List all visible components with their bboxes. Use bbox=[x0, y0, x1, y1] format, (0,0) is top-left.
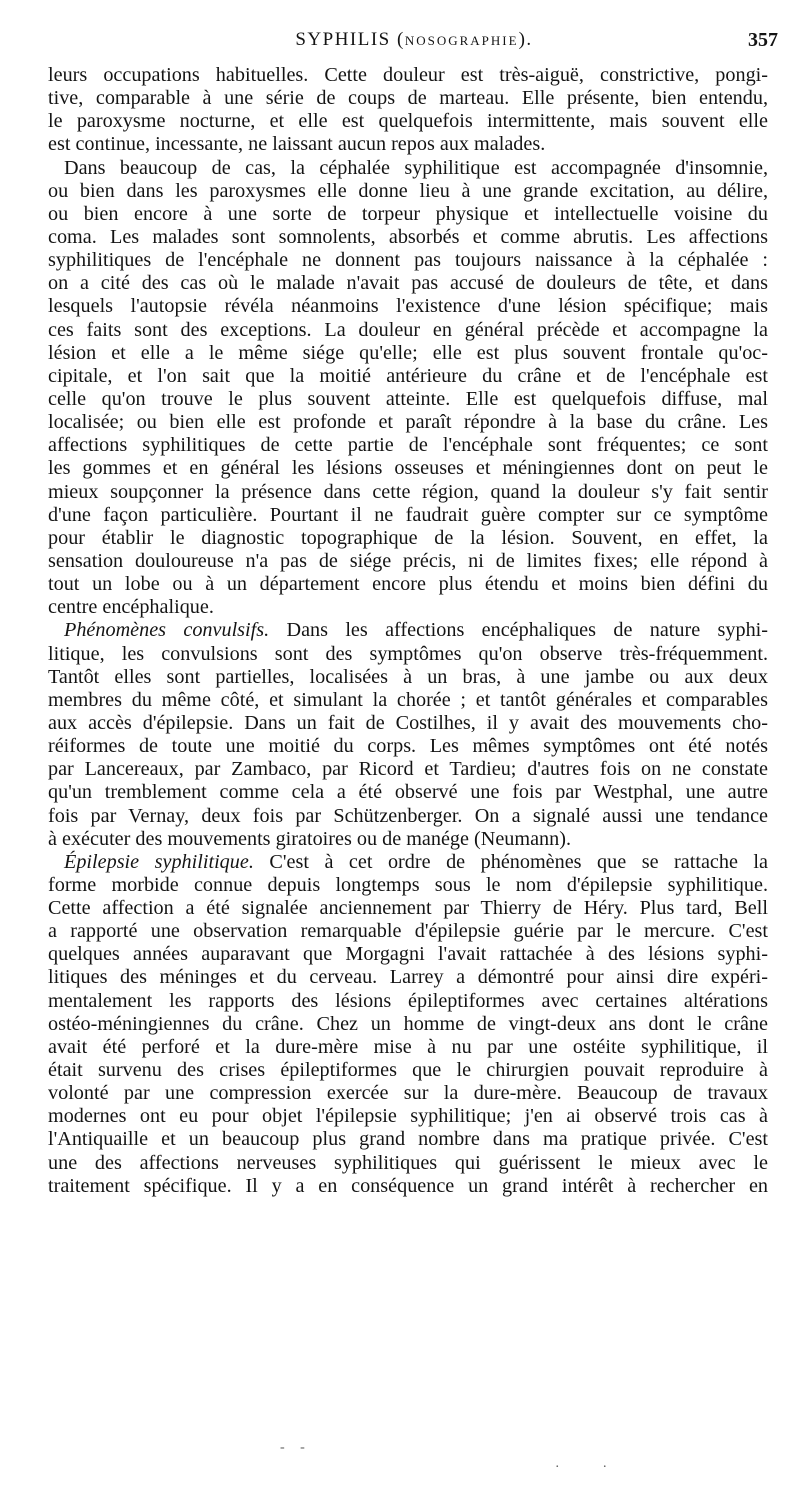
text-line bbox=[48, 781, 768, 804]
text-line-content: avait été perforé et la dure-mère mise à nu par une ostéite syphilitique, il bbox=[48, 1035, 768, 1058]
text-line-content: litiques des méninges et du cerveau. Larrey a démontré pour ainsi dire expéri- bbox=[48, 966, 768, 989]
text-line-content: sensation douloureuse n'a pas de siége précis, ni de limites fixes; elle répond à bbox=[48, 549, 768, 572]
text-line-content: volonté par une compression exercée sur la dure-mère. Beaucoup de travaux bbox=[48, 1082, 768, 1105]
text-line bbox=[48, 434, 768, 457]
text-line-content: litique, les convulsions sont des symptômes qu'on observe très-fréquemment. bbox=[48, 642, 768, 665]
text-line bbox=[48, 295, 768, 318]
text-line bbox=[48, 666, 768, 689]
text-line-content: leurs occupations habituelles. Cette douleur est très-aiguë, constrictive, pongi- bbox=[48, 64, 768, 86]
text-line-content: l'Antiquaille et un beaucoup plus grand nombre dans ma pratique privée. C'est bbox=[48, 1128, 768, 1151]
text-line bbox=[48, 874, 768, 897]
text-line bbox=[48, 805, 768, 828]
text-line bbox=[48, 319, 768, 342]
text-line bbox=[48, 1082, 768, 1105]
text-line-content: Tantôt elles sont partielles, localisées à un bras, à une jambe ou aux deux bbox=[48, 665, 768, 688]
text-line-content: lesquels l'autopsie révéla néanmoins l'existence d'une lésion spécifique; mais bbox=[48, 295, 768, 318]
running-header bbox=[48, 29, 780, 57]
text-line bbox=[48, 87, 768, 110]
text-line-content: tout un lobe ou à un département encore plus étendu et moins bien défini du bbox=[48, 573, 768, 596]
text-line-content: était survenu des crises épileptiformes que le chirurgien pouvait reproduire à bbox=[48, 1059, 768, 1082]
text-line-content: mieux soupçonner la présence dans cette région, quand la douleur s'y fait sentir bbox=[48, 480, 768, 503]
text-line bbox=[48, 411, 768, 434]
text-line-content: coma. Les malades sont somnolents, absorbés et comme abrutis. Les affections bbox=[48, 225, 768, 248]
text-line-content: ces faits sont des exceptions. La douleur en général précède et accompagne la bbox=[48, 318, 768, 341]
text-line bbox=[48, 828, 768, 851]
text-line bbox=[48, 689, 768, 712]
text-line bbox=[48, 457, 768, 480]
text-line bbox=[48, 388, 768, 411]
text-line-content: ou bien dans les paroxysmes elle donne lieu à une grande excitation, au délire, bbox=[48, 179, 768, 202]
text-line-content: localisée; ou bien elle est profonde et paraît répondre à la base du crâne. Les bbox=[48, 411, 768, 434]
text-line bbox=[48, 596, 768, 619]
text-line-content: une des affections nerveuses syphilitiques qui guérissent le mieux avec le bbox=[48, 1151, 768, 1174]
text-line bbox=[48, 504, 768, 527]
text-line bbox=[48, 897, 768, 920]
text-line bbox=[48, 573, 768, 596]
text-line bbox=[48, 226, 768, 249]
text-line bbox=[48, 157, 768, 180]
text-line-content: membres du même côté, et simulant la chorée ; et tantôt générales et comparables bbox=[48, 688, 768, 711]
text-line bbox=[48, 1013, 768, 1036]
text-line-content: par Lancereaux, par Zambaco, par Ricord et Tardieu; d'autres fois on ne constate bbox=[48, 758, 768, 781]
title-sub: NOSOGRAPHIE bbox=[404, 33, 519, 48]
text-line bbox=[48, 342, 768, 365]
page-number: 357 bbox=[748, 29, 778, 51]
text-line-content: cipitale, et l'on sait que la moitié antérieure du crâne et de l'encéphale est bbox=[48, 364, 768, 387]
running-title bbox=[48, 29, 780, 51]
text-line bbox=[48, 249, 768, 272]
body-text bbox=[48, 64, 768, 1198]
text-line bbox=[48, 920, 768, 943]
text-line-content: traitement spécifique. Il y a en conséquence un grand intérêt à rechercher en bbox=[48, 1174, 768, 1197]
section-heading: Épilepsie syphilitique. bbox=[64, 850, 254, 873]
text-line-content: C'est à cet ordre de phénomènes que se rattache la bbox=[253, 850, 768, 873]
text-line bbox=[48, 365, 768, 388]
text-line-content: syphilitiques de l'encéphale ne donnent pas toujours naissance à la céphalée : bbox=[48, 249, 768, 272]
text-line-content: on a cité des cas où le malade n'avait pas accusé de douleurs de tête, et dans bbox=[48, 272, 768, 295]
footer-print-marks: - - . . bbox=[280, 1440, 613, 1471]
text-line bbox=[48, 735, 768, 758]
text-line-content: lésion et elle a le même siége qu'elle; elle est plus souvent frontale qu'oc- bbox=[48, 341, 768, 364]
text-line bbox=[48, 643, 768, 666]
text-line-content: est continue, incessante, ne laissant aucun repos aux malades. bbox=[48, 133, 546, 156]
text-line-content: à exécuter des mouvements giratoires ou de manége (Neumann). bbox=[48, 827, 571, 850]
text-line-content: centre encéphalique. bbox=[48, 596, 214, 619]
text-line-content: le paroxysme nocturne, et elle est quelquefois intermittente, mais souvent elle bbox=[48, 110, 768, 133]
text-line-content: fois par Vernay, deux fois par Schützenberger. On a signalé aussi une tendance bbox=[48, 804, 768, 827]
text-line-content: tive, comparable à une série de coups de marteau. Elle présente, bien entendu, bbox=[48, 87, 768, 110]
text-line bbox=[48, 712, 768, 735]
text-line bbox=[48, 758, 768, 781]
text-line-content: celle qu'on trouve le plus souvent atteinte. Elle est quelquefois diffuse, mal bbox=[48, 387, 768, 410]
text-line-content: affections syphilitiques de cette partie de l'encéphale sont fréquentes; ce sont bbox=[48, 434, 768, 457]
text-line bbox=[48, 527, 768, 550]
text-line bbox=[48, 1128, 768, 1151]
text-line bbox=[48, 110, 768, 133]
text-line-content: forme morbide connue depuis longtemps sous le nom d'épilepsie syphilitique. bbox=[48, 873, 768, 896]
text-line-content: réiformes de toute une moitié du corps. Les mêmes symptômes ont été notés bbox=[48, 735, 768, 758]
text-line bbox=[48, 550, 768, 573]
text-line bbox=[48, 64, 768, 87]
title-main: SYPHILIS bbox=[295, 29, 391, 50]
text-line-content: les gommes et en général les lésions osseuses et méningiennes dont on peut le bbox=[48, 457, 768, 480]
text-line-content: modernes ont eu pour objet l'épilepsie syphilitique; j'en ai observé trois cas à bbox=[48, 1105, 768, 1128]
text-line-content: ostéo-méningiennes du crâne. Chez un homme de vingt-deux ans dont le crâne bbox=[48, 1012, 768, 1035]
text-line bbox=[48, 203, 768, 226]
text-line bbox=[48, 1152, 768, 1175]
text-line bbox=[48, 180, 768, 203]
text-line-content: qu'un tremblement comme cela a été observé une fois par Westphal, une autre bbox=[48, 781, 768, 804]
section-heading: Phénomènes convulsifs. bbox=[64, 619, 270, 642]
text-line bbox=[48, 990, 768, 1013]
text-line bbox=[48, 272, 768, 295]
title-paren-open: ( bbox=[397, 29, 405, 50]
text-line bbox=[48, 1105, 768, 1128]
text-line bbox=[48, 943, 768, 966]
text-line bbox=[48, 619, 768, 642]
text-line bbox=[48, 1036, 768, 1059]
text-line-content: Dans beaucoup de cas, la céphalée syphilitique est accompagnée d'insomnie, bbox=[64, 156, 768, 179]
text-line-content: aux accès d'épilepsie. Dans un fait de Costilhes, il y avait des mouvements cho- bbox=[48, 711, 768, 734]
text-line bbox=[48, 851, 768, 874]
text-line-content: quelques années auparavant que Morgagni l'avait rattachée à des lésions syphi- bbox=[48, 943, 768, 966]
title-paren-close: ). bbox=[518, 29, 533, 50]
text-line bbox=[48, 133, 768, 156]
text-line-content: mentalement les rapports des lésions épileptiformes avec certaines altérations bbox=[48, 989, 768, 1012]
text-line bbox=[48, 966, 768, 989]
text-line bbox=[48, 481, 768, 504]
text-line-content: pour établir le diagnostic topographique de la lésion. Souvent, en effet, la bbox=[48, 526, 768, 549]
text-line bbox=[48, 1175, 768, 1198]
text-line-content: Dans les affections encéphaliques de nature syphi- bbox=[269, 619, 768, 642]
text-line-content: ou bien encore à une sorte de torpeur physique et intellectuelle voisine du bbox=[48, 202, 768, 225]
text-line-content: d'une façon particulière. Pourtant il ne faudrait guère compter sur ce symptôme bbox=[48, 503, 768, 526]
text-line bbox=[48, 1059, 768, 1082]
text-line-content: Cette affection a été signalée anciennement par Thierry de Héry. Plus tard, Bell bbox=[48, 897, 768, 920]
text-line-content: a rapporté une observation remarquable d'épilepsie guérie par le mercure. C'est bbox=[48, 920, 768, 943]
